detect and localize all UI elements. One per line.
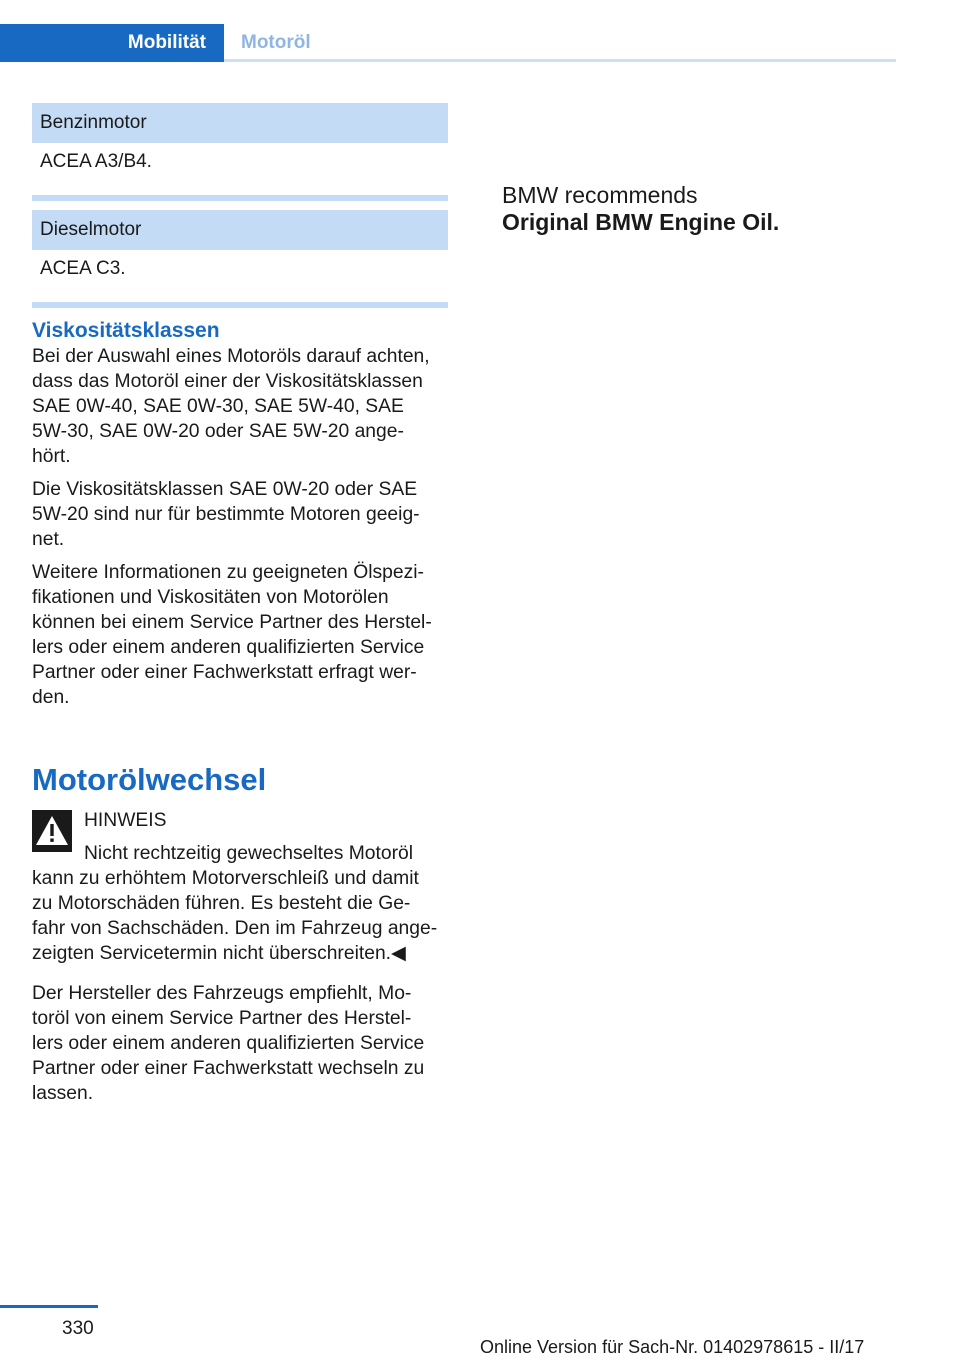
tab-motoroel[interactable]: Motoröl (241, 32, 311, 53)
footer-rule (0, 1305, 98, 1308)
spec-heading: Benzinmotor (32, 103, 448, 143)
spec-dieselmotor (32, 210, 448, 308)
notice-text (32, 841, 452, 966)
spec-rule (32, 302, 448, 308)
viscosity-paragraph: Die Viskositätsklassen SAE 0W-20 oder SAE 5W-20 sind nur für bestimmte Motoren geeig‐ net. (32, 479, 420, 550)
viscosity-section (32, 318, 452, 718)
header-divider (224, 59, 896, 62)
notice-label: HINWEIS (84, 810, 167, 831)
spec-benzinmotor (32, 103, 448, 201)
viscosity-heading: Viskositätsklassen (32, 319, 220, 342)
page-number: 330 (62, 1318, 94, 1339)
tab-mobilitaet[interactable]: Mobilität (0, 24, 224, 62)
viscosity-paragraph: Bei der Auswahl eines Motoröls darauf achten, dass das Motoröl einer der Viskositätsklassen SAE 0W-40, SAE 0W-30, SAE 5W-40, SAE 5W-30, SAE 0W-20 oder SAE 5W-20 ange‐ hört. (32, 346, 430, 467)
notice-body: Nicht rechtzeitig gewechseltes Motoröl kann zu erhöhtem Motorverschleiß und damit zu Motorschäden führen. Es besteht die Ge‐ fahr von Sachschäden. Den im Fahrzeug ange‐ zeigten Servicetermin nicht überschreiten.◀ (32, 843, 438, 964)
spec-value: ACEA A3/B4. (40, 151, 152, 172)
page-header (0, 0, 960, 62)
oil-change-title: Motorölwechsel (32, 762, 267, 797)
viscosity-paragraph: Weitere Informationen zu geeigneten Ölspezi‐ fikationen und Viskositäten von Motorölen können bei einem Service Partner des Herstel‐ lers oder einem anderen qualifizierten Service Partner oder einer Fachwerkstatt erfragt wer‐ den. (32, 562, 432, 708)
oil-change-paragraph: Der Hersteller des Fahrzeugs empfiehlt, Mo‐ toröl von einem Service Partner des Herstel‐ lers oder einem anderen qualifizierten Service Partner oder einer Fachwerkstatt wechseln zu lassen. (32, 983, 425, 1104)
spec-value: ACEA C3. (40, 258, 126, 279)
spec-rule (32, 195, 448, 201)
spec-heading: Dieselmotor (32, 210, 448, 250)
bmw-recommends-text: BMW recommends (502, 182, 698, 208)
bmw-recommendation (502, 182, 862, 236)
online-version: Online Version für Sach-Nr. 01402978615 - II/17 (480, 1337, 865, 1357)
bmw-engine-oil-text: Original BMW Engine Oil. (502, 209, 780, 235)
